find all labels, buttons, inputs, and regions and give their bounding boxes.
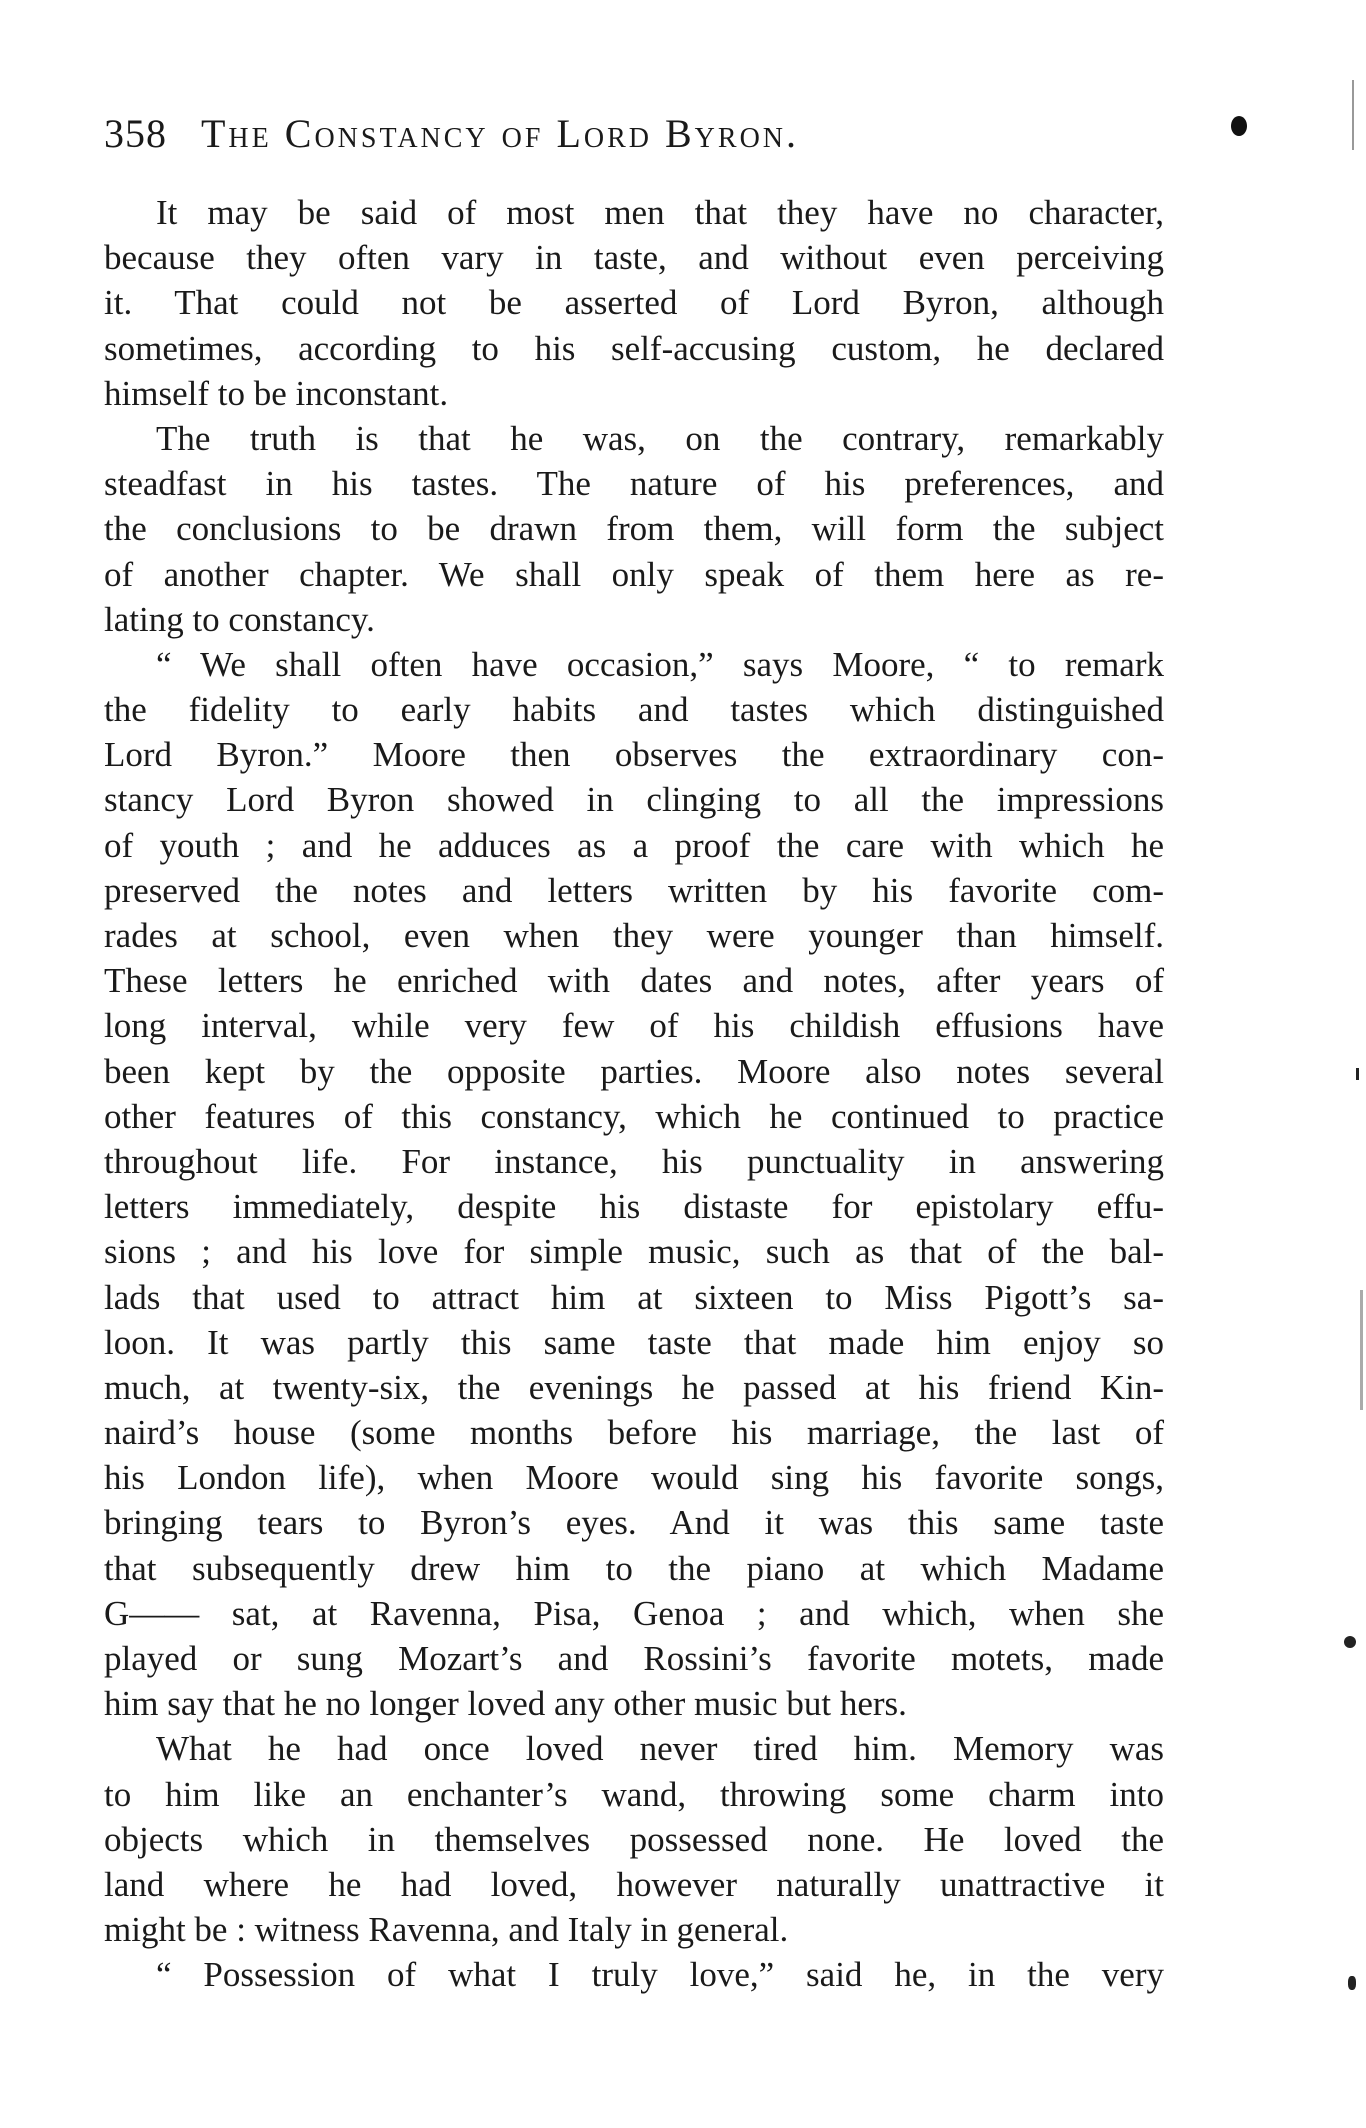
text-line: the conclusions to be drawn from them, will form the subject: [104, 509, 1164, 549]
text-line: long interval, while very few of his childish effusions have: [104, 1006, 1164, 1046]
text-line: naird’s house (some months before his marriage, the last of: [104, 1413, 1164, 1453]
margin-mark: [1348, 1976, 1356, 1990]
paragraph: [104, 1726, 1164, 1952]
text-line: bringing tears to Byron’s eyes. And it was this same taste: [104, 1503, 1164, 1543]
text-line: that subsequently drew him to the piano at which Madame: [104, 1548, 1164, 1588]
text-line: the fidelity to early habits and tastes which distinguished: [104, 690, 1164, 730]
text-line: lating to constancy.: [104, 599, 375, 639]
paragraph: [104, 1952, 1164, 1997]
running-title: The Constancy of Lord Byron.: [201, 111, 800, 156]
page-number: 358: [104, 111, 167, 156]
text-line: throughout life. For instance, his punctuality in answering: [104, 1141, 1164, 1181]
text-line: What he had once loved never tired him. Memory was: [156, 1729, 1164, 1769]
text-line: steadfast in his tastes. The nature of his preferences, and: [104, 464, 1164, 504]
margin-mark: [1356, 1068, 1359, 1080]
text-line: preserved the notes and letters written by his favorite com-: [104, 870, 1164, 910]
ink-dot-mark: [1231, 116, 1247, 136]
paragraph: [104, 642, 1164, 1727]
text-line: himself to be inconstant.: [104, 373, 449, 413]
body-text: [104, 190, 1164, 1998]
text-line: Lord Byron.” Moore then observes the extraordinary con-: [104, 735, 1164, 775]
margin-mark: [1360, 1290, 1363, 1410]
text-line: “ We shall often have occasion,” says Moore, “ to remark: [156, 644, 1164, 684]
paragraph: [104, 190, 1164, 416]
margin-mark: [1344, 1636, 1356, 1648]
text-line: loon. It was partly this same taste that made him enjoy so: [104, 1322, 1164, 1362]
text-line: played or sung Mozart’s and Rossini’s favorite motets, made: [104, 1639, 1164, 1678]
paragraph: [104, 416, 1164, 642]
text-line: to him like an enchanter’s wand, throwing some charm into: [104, 1774, 1164, 1814]
text-line: “ Possession of what I truly love,” said he, in the very: [156, 1955, 1164, 1995]
text-line: him say that he no longer loved any other music but hers.: [104, 1684, 907, 1724]
text-line: might be : witness Ravenna, and Italy in general.: [104, 1910, 789, 1950]
text-line: of youth ; and he adduces as a proof the care with which he: [104, 825, 1164, 865]
running-header: [104, 104, 1164, 164]
text-line: land where he had loved, however naturally unattractive it: [104, 1864, 1164, 1904]
text-line: sions ; and his love for simple music, such as that of the bal-: [104, 1232, 1164, 1272]
text-line: The truth is that he was, on the contrary, remarkably: [156, 418, 1164, 458]
text-line: because they often vary in taste, and without even perceiving: [104, 238, 1164, 278]
text-line: it. That could not be asserted of Lord Byron, although: [104, 283, 1164, 323]
text-line: G—— sat, at Ravenna, Pisa, Genoa ; and which, when she: [104, 1593, 1164, 1633]
text-line: These letters he enriched with dates and notes, after years of: [104, 961, 1164, 1001]
text-line: stancy Lord Byron showed in clinging to all the impressions: [104, 780, 1164, 820]
text-line: lads that used to attract him at sixteen to Miss Pigott’s sa-: [104, 1277, 1164, 1317]
text-line: It may be said of most men that they have no character,: [156, 193, 1164, 232]
text-line: been kept by the opposite parties. Moore also notes several: [104, 1051, 1164, 1091]
text-line: letters immediately, despite his distaste for epistolary effu-: [104, 1187, 1164, 1227]
text-line: his London life), when Moore would sing his favorite songs,: [104, 1458, 1164, 1498]
text-line: objects which in themselves possessed none. He loved the: [104, 1819, 1164, 1859]
text-line: rades at school, even when they were younger than himself.: [104, 916, 1164, 955]
text-line: much, at twenty-six, the evenings he passed at his friend Kin-: [104, 1367, 1164, 1407]
text-line: other features of this constancy, which he continued to practice: [104, 1096, 1164, 1136]
text-line: sometimes, according to his self-accusing custom, he declared: [104, 328, 1164, 368]
text-line: of another chapter. We shall only speak of them here as re-: [104, 554, 1164, 594]
margin-mark: [1352, 80, 1354, 150]
